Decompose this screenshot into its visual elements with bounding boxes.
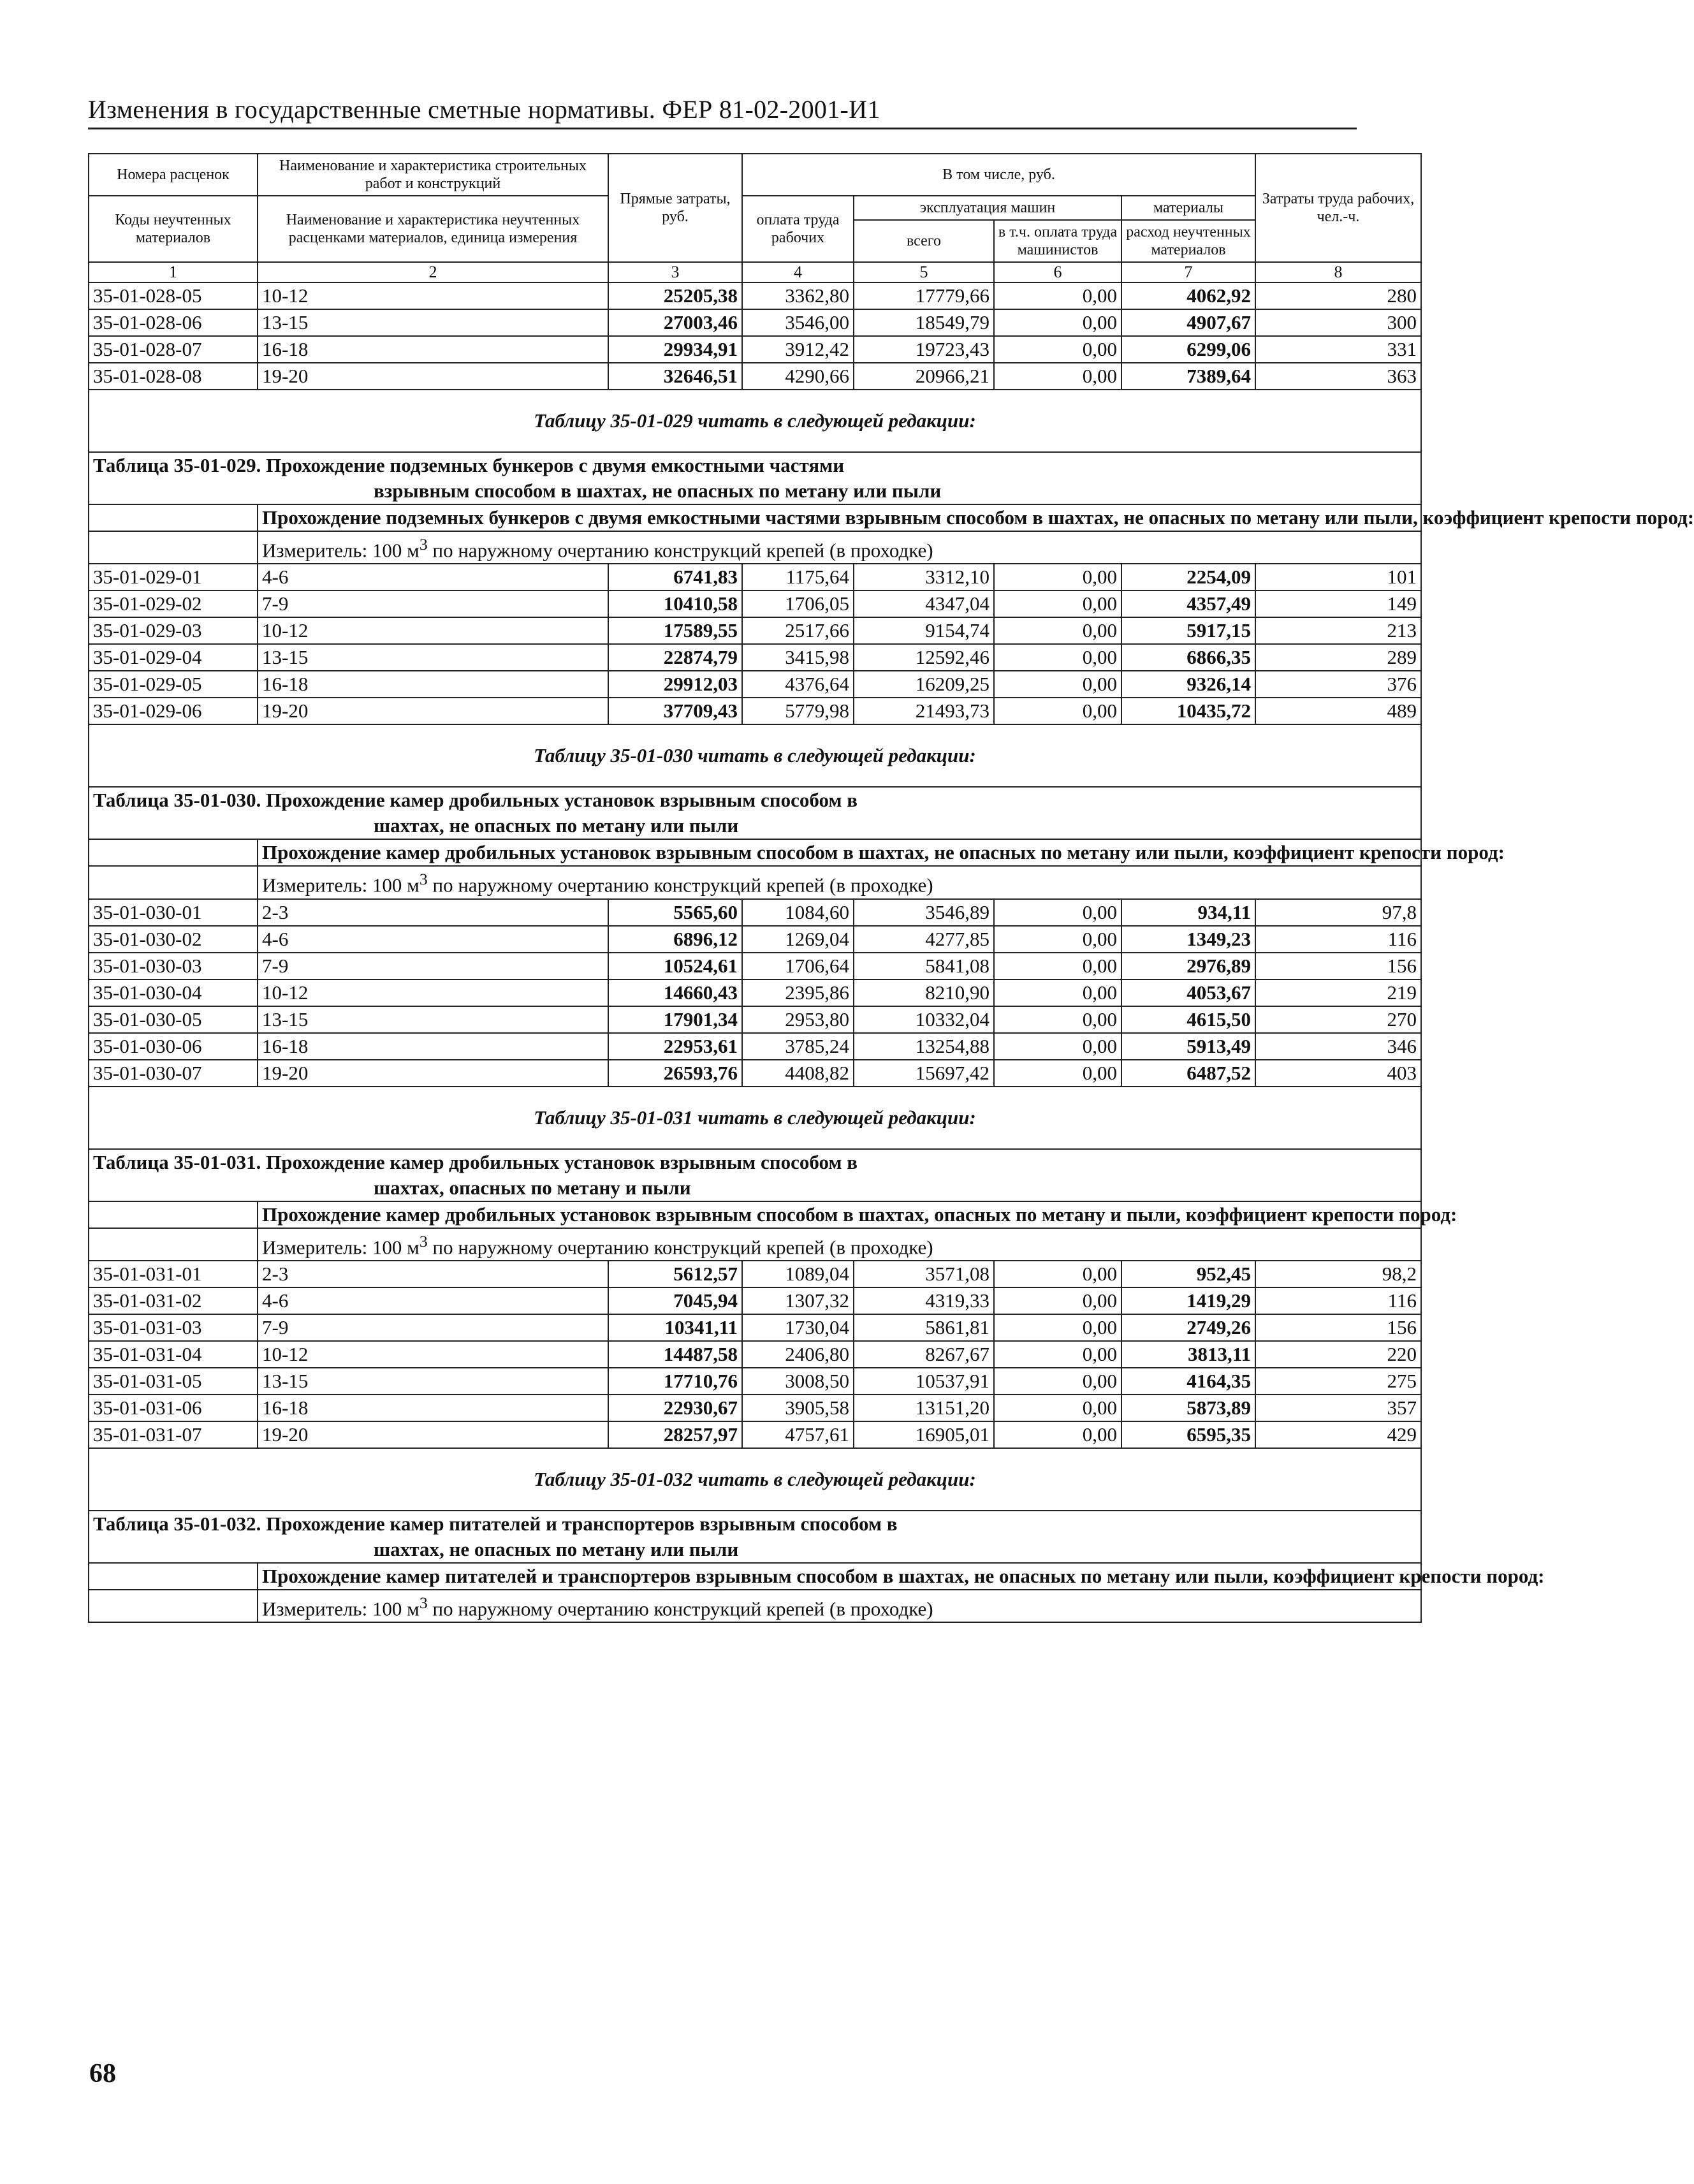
labor-hours-cell: 270 bbox=[1255, 1006, 1421, 1033]
labor-pay-cell: 3008,50 bbox=[742, 1368, 854, 1395]
machinist-pay-cell: 0,00 bbox=[994, 979, 1121, 1006]
blank-cell bbox=[89, 1201, 258, 1228]
measure-superscript: 3 bbox=[419, 1593, 428, 1612]
rate-code-cell: 35-01-029-05 bbox=[89, 671, 258, 698]
labor-hours-cell: 213 bbox=[1255, 617, 1421, 644]
direct-costs-cell: 29934,91 bbox=[608, 336, 742, 363]
machinist-pay-cell: 0,00 bbox=[994, 590, 1121, 617]
labor-pay-cell: 2517,66 bbox=[742, 617, 854, 644]
machinist-pay-cell: 0,00 bbox=[994, 1395, 1121, 1421]
measure-prefix: Измеритель: 100 м bbox=[262, 874, 420, 897]
labor-hours-cell: 357 bbox=[1255, 1395, 1421, 1421]
materials-cost-cell: 6866,35 bbox=[1121, 644, 1255, 671]
direct-costs-cell: 26593,76 bbox=[608, 1060, 742, 1087]
table-row bbox=[89, 1314, 1421, 1341]
machine-total-cell: 3571,08 bbox=[854, 1261, 994, 1287]
measure-unit bbox=[258, 1228, 1421, 1261]
rate-code-cell: 35-01-031-06 bbox=[89, 1395, 258, 1421]
table-description: Прохождение камер дробильных установок взрывным способом в шахтах, опасных по метану и пыли, коэффициент крепости пород: bbox=[258, 1201, 1421, 1228]
machinist-pay-cell: 0,00 bbox=[994, 309, 1121, 336]
direct-costs-cell: 17901,34 bbox=[608, 1006, 742, 1033]
direct-costs-cell: 10341,11 bbox=[608, 1314, 742, 1341]
rock-hardness-cell: 7-9 bbox=[258, 1314, 608, 1341]
rate-code-cell: 35-01-030-06 bbox=[89, 1033, 258, 1060]
rate-code-cell: 35-01-031-01 bbox=[89, 1261, 258, 1287]
blank-cell bbox=[89, 1590, 258, 1622]
rate-code-cell: 35-01-029-06 bbox=[89, 698, 258, 724]
machine-total-cell: 16905,01 bbox=[854, 1421, 994, 1448]
rock-hardness-cell: 2-3 bbox=[258, 899, 608, 926]
machine-total-cell: 18549,79 bbox=[854, 309, 994, 336]
table-row bbox=[89, 698, 1421, 724]
machinist-pay-cell: 0,00 bbox=[994, 953, 1121, 979]
rate-code-cell: 35-01-028-05 bbox=[89, 282, 258, 309]
labor-hours-cell: 376 bbox=[1255, 671, 1421, 698]
labor-hours-cell: 403 bbox=[1255, 1060, 1421, 1087]
machinist-pay-cell: 0,00 bbox=[994, 1341, 1121, 1368]
machine-total-cell: 19723,43 bbox=[854, 336, 994, 363]
machinist-pay-cell: 0,00 bbox=[994, 1261, 1121, 1287]
table-row bbox=[89, 1395, 1421, 1421]
column-number: 7 bbox=[1121, 262, 1255, 282]
labor-pay-cell: 1307,32 bbox=[742, 1287, 854, 1314]
header-machine-total: всего bbox=[854, 220, 994, 262]
table-row bbox=[89, 1006, 1421, 1033]
rock-hardness-cell: 10-12 bbox=[258, 617, 608, 644]
rock-hardness-cell: 19-20 bbox=[258, 1060, 608, 1087]
table-row bbox=[89, 671, 1421, 698]
labor-hours-cell: 220 bbox=[1255, 1341, 1421, 1368]
rate-code-cell: 35-01-030-01 bbox=[89, 899, 258, 926]
labor-hours-cell: 275 bbox=[1255, 1368, 1421, 1395]
machine-total-cell: 4277,85 bbox=[854, 926, 994, 953]
direct-costs-cell: 22930,67 bbox=[608, 1395, 742, 1421]
measure-suffix: по наружному очертанию конструкций крепей (в проходке) bbox=[427, 1235, 933, 1258]
table-title bbox=[89, 1149, 1421, 1201]
direct-costs-cell: 7045,94 bbox=[608, 1287, 742, 1314]
machinist-pay-cell: 0,00 bbox=[994, 671, 1121, 698]
labor-hours-cell: 116 bbox=[1255, 1287, 1421, 1314]
rock-hardness-cell: 10-12 bbox=[258, 282, 608, 309]
table-row bbox=[89, 899, 1421, 926]
table-title bbox=[89, 787, 1421, 839]
header-labor-pay: оплата труда рабочих bbox=[742, 196, 854, 262]
labor-hours-cell: 331 bbox=[1255, 336, 1421, 363]
machinist-pay-cell: 0,00 bbox=[994, 1314, 1121, 1341]
table-row bbox=[89, 1033, 1421, 1060]
blank-cell bbox=[89, 1228, 258, 1261]
labor-pay-cell: 1706,64 bbox=[742, 953, 854, 979]
table-title-line1: Таблица 35-01-029. Прохождение подземных бункеров с двумя емкостными частями bbox=[93, 454, 845, 476]
measure-unit bbox=[258, 531, 1421, 564]
table-title-line1: Таблица 35-01-032. Прохождение камер питателей и транспортеров взрывным способом в bbox=[93, 1512, 898, 1535]
header-unaccounted-codes: Коды неучтенных материалов bbox=[89, 196, 258, 262]
blank-cell bbox=[89, 504, 258, 531]
table-title bbox=[89, 452, 1421, 504]
column-number: 4 bbox=[742, 262, 854, 282]
machine-total-cell: 13254,88 bbox=[854, 1033, 994, 1060]
direct-costs-cell: 22953,61 bbox=[608, 1033, 742, 1060]
table-title-line2: взрывным способом в шахтах, не опасных по метану или пыли bbox=[374, 480, 942, 502]
machinist-pay-cell: 0,00 bbox=[994, 282, 1121, 309]
table-description: Прохождение камер дробильных установок взрывным способом в шахтах, не опасных по метану или пыли, коэффициент крепости пород: bbox=[258, 839, 1421, 866]
labor-pay-cell: 3912,42 bbox=[742, 336, 854, 363]
labor-hours-cell: 97,8 bbox=[1255, 899, 1421, 926]
materials-cost-cell: 1349,23 bbox=[1121, 926, 1255, 953]
labor-hours-cell: 116 bbox=[1255, 926, 1421, 953]
table-description: Прохождение подземных бункеров с двумя емкостными частями взрывным способом в шахтах, не опасных по метану или пыли, коэффициент крепости пород: bbox=[258, 504, 1421, 531]
labor-pay-cell: 2395,86 bbox=[742, 979, 854, 1006]
machine-total-cell: 10537,91 bbox=[854, 1368, 994, 1395]
materials-cost-cell: 4907,67 bbox=[1121, 309, 1255, 336]
labor-pay-cell: 1269,04 bbox=[742, 926, 854, 953]
direct-costs-cell: 14487,58 bbox=[608, 1341, 742, 1368]
table-title-line1: Таблица 35-01-030. Прохождение камер дробильных установок взрывным способом в bbox=[93, 789, 858, 812]
direct-costs-cell: 17589,55 bbox=[608, 617, 742, 644]
materials-cost-cell: 5913,49 bbox=[1121, 1033, 1255, 1060]
labor-pay-cell: 4290,66 bbox=[742, 363, 854, 390]
header-rate-numbers: Номера расценок bbox=[89, 154, 258, 196]
rock-hardness-cell: 16-18 bbox=[258, 1395, 608, 1421]
rate-code-cell: 35-01-031-05 bbox=[89, 1368, 258, 1395]
rate-code-cell: 35-01-030-05 bbox=[89, 1006, 258, 1033]
rock-hardness-cell: 4-6 bbox=[258, 1287, 608, 1314]
rate-code-cell: 35-01-028-06 bbox=[89, 309, 258, 336]
rates-table bbox=[88, 153, 1694, 1623]
rock-hardness-cell: 10-12 bbox=[258, 979, 608, 1006]
labor-pay-cell: 1089,04 bbox=[742, 1261, 854, 1287]
measure-prefix: Измеритель: 100 м bbox=[262, 539, 420, 562]
direct-costs-cell: 27003,46 bbox=[608, 309, 742, 336]
labor-hours-cell: 363 bbox=[1255, 363, 1421, 390]
rate-code-cell: 35-01-029-01 bbox=[89, 564, 258, 590]
labor-pay-cell: 2406,80 bbox=[742, 1341, 854, 1368]
materials-cost-cell: 1419,29 bbox=[1121, 1287, 1255, 1314]
rate-code-cell: 35-01-030-04 bbox=[89, 979, 258, 1006]
materials-cost-cell: 2254,09 bbox=[1121, 564, 1255, 590]
header-materials-unaccounted: расход неучтенных материалов bbox=[1121, 220, 1255, 262]
table-row bbox=[89, 926, 1421, 953]
rock-hardness-cell: 4-6 bbox=[258, 564, 608, 590]
labor-hours-cell: 219 bbox=[1255, 979, 1421, 1006]
machine-total-cell: 8267,67 bbox=[854, 1341, 994, 1368]
materials-cost-cell: 5873,89 bbox=[1121, 1395, 1255, 1421]
table-title-line2: шахтах, опасных по метану и пыли bbox=[374, 1176, 691, 1199]
rock-hardness-cell: 4-6 bbox=[258, 926, 608, 953]
rock-hardness-cell: 13-15 bbox=[258, 1368, 608, 1395]
column-number: 1 bbox=[89, 262, 258, 282]
machinist-pay-cell: 0,00 bbox=[994, 564, 1121, 590]
read-as-heading: Таблицу 35-01-031 читать в следующей редакции: bbox=[89, 1087, 1421, 1149]
table-row bbox=[89, 1341, 1421, 1368]
labor-pay-cell: 2953,80 bbox=[742, 1006, 854, 1033]
machine-total-cell: 3312,10 bbox=[854, 564, 994, 590]
machinist-pay-cell: 0,00 bbox=[994, 336, 1121, 363]
rock-hardness-cell: 7-9 bbox=[258, 953, 608, 979]
machinist-pay-cell: 0,00 bbox=[994, 617, 1121, 644]
blank-cell bbox=[89, 1563, 258, 1590]
measure-superscript: 3 bbox=[419, 870, 428, 889]
rock-hardness-cell: 13-15 bbox=[258, 644, 608, 671]
materials-cost-cell: 952,45 bbox=[1121, 1261, 1255, 1287]
materials-cost-cell: 5917,15 bbox=[1121, 617, 1255, 644]
machinist-pay-cell: 0,00 bbox=[994, 1006, 1121, 1033]
labor-pay-cell: 1730,04 bbox=[742, 1314, 854, 1341]
rate-code-cell: 35-01-028-07 bbox=[89, 336, 258, 363]
table-row bbox=[89, 309, 1421, 336]
labor-hours-cell: 149 bbox=[1255, 590, 1421, 617]
materials-cost-cell: 2976,89 bbox=[1121, 953, 1255, 979]
table-row bbox=[89, 979, 1421, 1006]
machine-total-cell: 9154,74 bbox=[854, 617, 994, 644]
header-labor-costs: Затраты труда рабочих, чел.-ч. bbox=[1255, 154, 1421, 262]
direct-costs-cell: 10410,58 bbox=[608, 590, 742, 617]
rate-code-cell: 35-01-029-03 bbox=[89, 617, 258, 644]
machinist-pay-cell: 0,00 bbox=[994, 926, 1121, 953]
materials-cost-cell: 6487,52 bbox=[1121, 1060, 1255, 1087]
labor-hours-cell: 156 bbox=[1255, 953, 1421, 979]
machine-total-cell: 3546,89 bbox=[854, 899, 994, 926]
machine-total-cell: 4347,04 bbox=[854, 590, 994, 617]
read-as-heading: Таблицу 35-01-032 читать в следующей редакции: bbox=[89, 1448, 1421, 1511]
machine-total-cell: 20966,21 bbox=[854, 363, 994, 390]
materials-cost-cell: 4357,49 bbox=[1121, 590, 1255, 617]
materials-cost-cell: 10435,72 bbox=[1121, 698, 1255, 724]
measure-unit bbox=[258, 866, 1421, 898]
labor-hours-cell: 280 bbox=[1255, 282, 1421, 309]
header-including: В том числе, руб. bbox=[742, 154, 1255, 196]
machine-total-cell: 8210,90 bbox=[854, 979, 994, 1006]
machine-total-cell: 17779,66 bbox=[854, 282, 994, 309]
labor-pay-cell: 1175,64 bbox=[742, 564, 854, 590]
direct-costs-cell: 14660,43 bbox=[608, 979, 742, 1006]
direct-costs-cell: 37709,43 bbox=[608, 698, 742, 724]
direct-costs-cell: 17710,76 bbox=[608, 1368, 742, 1395]
machine-total-cell: 16209,25 bbox=[854, 671, 994, 698]
rock-hardness-cell: 7-9 bbox=[258, 590, 608, 617]
machinist-pay-cell: 0,00 bbox=[994, 1368, 1121, 1395]
table-row bbox=[89, 1421, 1421, 1448]
measure-suffix: по наружному очертанию конструкций крепей (в проходке) bbox=[427, 539, 933, 562]
machinist-pay-cell: 0,00 bbox=[994, 363, 1121, 390]
machine-total-cell: 5861,81 bbox=[854, 1314, 994, 1341]
table-row bbox=[89, 1287, 1421, 1314]
labor-hours-cell: 300 bbox=[1255, 309, 1421, 336]
measure-suffix: по наружному очертанию конструкций крепей (в проходке) bbox=[427, 1597, 933, 1620]
machine-total-cell: 10332,04 bbox=[854, 1006, 994, 1033]
machine-total-cell: 4319,33 bbox=[854, 1287, 994, 1314]
labor-hours-cell: 346 bbox=[1255, 1033, 1421, 1060]
blank-cell bbox=[89, 839, 258, 866]
materials-cost-cell: 934,11 bbox=[1121, 899, 1255, 926]
header-rule bbox=[88, 128, 1357, 129]
labor-pay-cell: 3415,98 bbox=[742, 644, 854, 671]
machinist-pay-cell: 0,00 bbox=[994, 1421, 1121, 1448]
table-row bbox=[89, 282, 1421, 309]
labor-pay-cell: 3362,80 bbox=[742, 282, 854, 309]
rock-hardness-cell: 16-18 bbox=[258, 336, 608, 363]
header-work-name: Наименование и характеристика строительных работ и конструкций bbox=[258, 154, 608, 196]
direct-costs-cell: 28257,97 bbox=[608, 1421, 742, 1448]
measure-prefix: Измеритель: 100 м bbox=[262, 1597, 420, 1620]
table-row bbox=[89, 363, 1421, 390]
direct-costs-cell: 29912,03 bbox=[608, 671, 742, 698]
labor-pay-cell: 3546,00 bbox=[742, 309, 854, 336]
rock-hardness-cell: 19-20 bbox=[258, 698, 608, 724]
rock-hardness-cell: 19-20 bbox=[258, 1421, 608, 1448]
labor-hours-cell: 98,2 bbox=[1255, 1261, 1421, 1287]
table-row bbox=[89, 1261, 1421, 1287]
rate-code-cell: 35-01-031-02 bbox=[89, 1287, 258, 1314]
machine-total-cell: 15697,42 bbox=[854, 1060, 994, 1087]
table-row bbox=[89, 590, 1421, 617]
materials-cost-cell: 7389,64 bbox=[1121, 363, 1255, 390]
labor-pay-cell: 3905,58 bbox=[742, 1395, 854, 1421]
rock-hardness-cell: 2-3 bbox=[258, 1261, 608, 1287]
table-row bbox=[89, 1368, 1421, 1395]
labor-pay-cell: 4376,64 bbox=[742, 671, 854, 698]
direct-costs-cell: 5612,57 bbox=[608, 1261, 742, 1287]
table-row bbox=[89, 644, 1421, 671]
labor-pay-cell: 4757,61 bbox=[742, 1421, 854, 1448]
rate-code-cell: 35-01-028-08 bbox=[89, 363, 258, 390]
labor-hours-cell: 429 bbox=[1255, 1421, 1421, 1448]
table-title-line1: Таблица 35-01-031. Прохождение камер дробильных установок взрывным способом в bbox=[93, 1150, 858, 1173]
header-direct-costs: Прямые затраты, руб. bbox=[608, 154, 742, 262]
labor-pay-cell: 5779,98 bbox=[742, 698, 854, 724]
materials-cost-cell: 6595,35 bbox=[1121, 1421, 1255, 1448]
measure-superscript: 3 bbox=[419, 535, 428, 553]
direct-costs-cell: 10524,61 bbox=[608, 953, 742, 979]
table-description: Прохождение камер питателей и транспортеров взрывным способом в шахтах, не опасных по метану или пыли, коэффициент крепости пород: bbox=[258, 1563, 1421, 1590]
table-title-line2: шахтах, не опасных по метану или пыли bbox=[374, 1537, 739, 1560]
rock-hardness-cell: 13-15 bbox=[258, 1006, 608, 1033]
measure-superscript: 3 bbox=[419, 1231, 428, 1250]
header-machine-operation: эксплуатация машин bbox=[854, 196, 1121, 220]
rate-code-cell: 35-01-029-04 bbox=[89, 644, 258, 671]
header-materials: материалы bbox=[1121, 196, 1255, 220]
measure-suffix: по наружному очертанию конструкций крепей (в проходке) bbox=[427, 874, 933, 897]
rate-code-cell: 35-01-030-02 bbox=[89, 926, 258, 953]
column-number: 8 bbox=[1255, 262, 1421, 282]
machine-total-cell: 5841,08 bbox=[854, 953, 994, 979]
direct-costs-cell: 6741,83 bbox=[608, 564, 742, 590]
rate-code-cell: 35-01-031-04 bbox=[89, 1341, 258, 1368]
machinist-pay-cell: 0,00 bbox=[994, 1033, 1121, 1060]
read-as-heading: Таблицу 35-01-030 читать в следующей редакции: bbox=[89, 724, 1421, 787]
rate-code-cell: 35-01-029-02 bbox=[89, 590, 258, 617]
column-number: 6 bbox=[994, 262, 1121, 282]
read-as-heading: Таблицу 35-01-029 читать в следующей редакции: bbox=[89, 390, 1421, 452]
machinist-pay-cell: 0,00 bbox=[994, 899, 1121, 926]
machine-total-cell: 12592,46 bbox=[854, 644, 994, 671]
labor-pay-cell: 1706,05 bbox=[742, 590, 854, 617]
rock-hardness-cell: 19-20 bbox=[258, 363, 608, 390]
rate-code-cell: 35-01-030-03 bbox=[89, 953, 258, 979]
machinist-pay-cell: 0,00 bbox=[994, 1287, 1121, 1314]
direct-costs-cell: 5565,60 bbox=[608, 899, 742, 926]
rate-code-cell: 35-01-030-07 bbox=[89, 1060, 258, 1087]
header-machinist-pay: в т.ч. оплата труда машинистов bbox=[994, 220, 1121, 262]
table-row bbox=[89, 1060, 1421, 1087]
materials-cost-cell: 9326,14 bbox=[1121, 671, 1255, 698]
direct-costs-cell: 22874,79 bbox=[608, 644, 742, 671]
materials-cost-cell: 6299,06 bbox=[1121, 336, 1255, 363]
direct-costs-cell: 6896,12 bbox=[608, 926, 742, 953]
materials-cost-cell: 4062,92 bbox=[1121, 282, 1255, 309]
measure-prefix: Измеритель: 100 м bbox=[262, 1235, 420, 1258]
labor-hours-cell: 289 bbox=[1255, 644, 1421, 671]
materials-cost-cell: 2749,26 bbox=[1121, 1314, 1255, 1341]
labor-pay-cell: 3785,24 bbox=[742, 1033, 854, 1060]
column-number: 2 bbox=[258, 262, 608, 282]
direct-costs-cell: 25205,38 bbox=[608, 282, 742, 309]
table-row bbox=[89, 953, 1421, 979]
materials-cost-cell: 4615,50 bbox=[1121, 1006, 1255, 1033]
blank-cell bbox=[89, 531, 258, 564]
direct-costs-cell: 32646,51 bbox=[608, 363, 742, 390]
table-title-line2: шахтах, не опасных по метану или пыли bbox=[374, 814, 739, 837]
labor-hours-cell: 156 bbox=[1255, 1314, 1421, 1341]
labor-hours-cell: 101 bbox=[1255, 564, 1421, 590]
rock-hardness-cell: 13-15 bbox=[258, 309, 608, 336]
column-number: 5 bbox=[854, 262, 994, 282]
labor-pay-cell: 1084,60 bbox=[742, 899, 854, 926]
machinist-pay-cell: 0,00 bbox=[994, 698, 1121, 724]
table-title bbox=[89, 1511, 1421, 1563]
machine-total-cell: 13151,20 bbox=[854, 1395, 994, 1421]
measure-unit bbox=[258, 1590, 1421, 1622]
labor-pay-cell: 4408,82 bbox=[742, 1060, 854, 1087]
rock-hardness-cell: 10-12 bbox=[258, 1341, 608, 1368]
rate-code-cell: 35-01-031-07 bbox=[89, 1421, 258, 1448]
rock-hardness-cell: 16-18 bbox=[258, 671, 608, 698]
blank-cell bbox=[89, 866, 258, 898]
rate-code-cell: 35-01-031-03 bbox=[89, 1314, 258, 1341]
table-row bbox=[89, 617, 1421, 644]
page-number: 68 bbox=[89, 2059, 116, 2088]
table-row bbox=[89, 336, 1421, 363]
machinist-pay-cell: 0,00 bbox=[994, 644, 1121, 671]
machinist-pay-cell: 0,00 bbox=[994, 1060, 1121, 1087]
labor-hours-cell: 489 bbox=[1255, 698, 1421, 724]
table-row bbox=[89, 564, 1421, 590]
rock-hardness-cell: 16-18 bbox=[258, 1033, 608, 1060]
running-header: Изменения в государственные сметные нормативы. ФЕР 81-02-2001-И1 bbox=[88, 95, 880, 124]
header-unaccounted-name: Наименование и характеристика неучтенных расценками материалов, единица измерения bbox=[258, 196, 608, 262]
materials-cost-cell: 4053,67 bbox=[1121, 979, 1255, 1006]
column-number: 3 bbox=[608, 262, 742, 282]
materials-cost-cell: 4164,35 bbox=[1121, 1368, 1255, 1395]
machine-total-cell: 21493,73 bbox=[854, 698, 994, 724]
materials-cost-cell: 3813,11 bbox=[1121, 1341, 1255, 1368]
